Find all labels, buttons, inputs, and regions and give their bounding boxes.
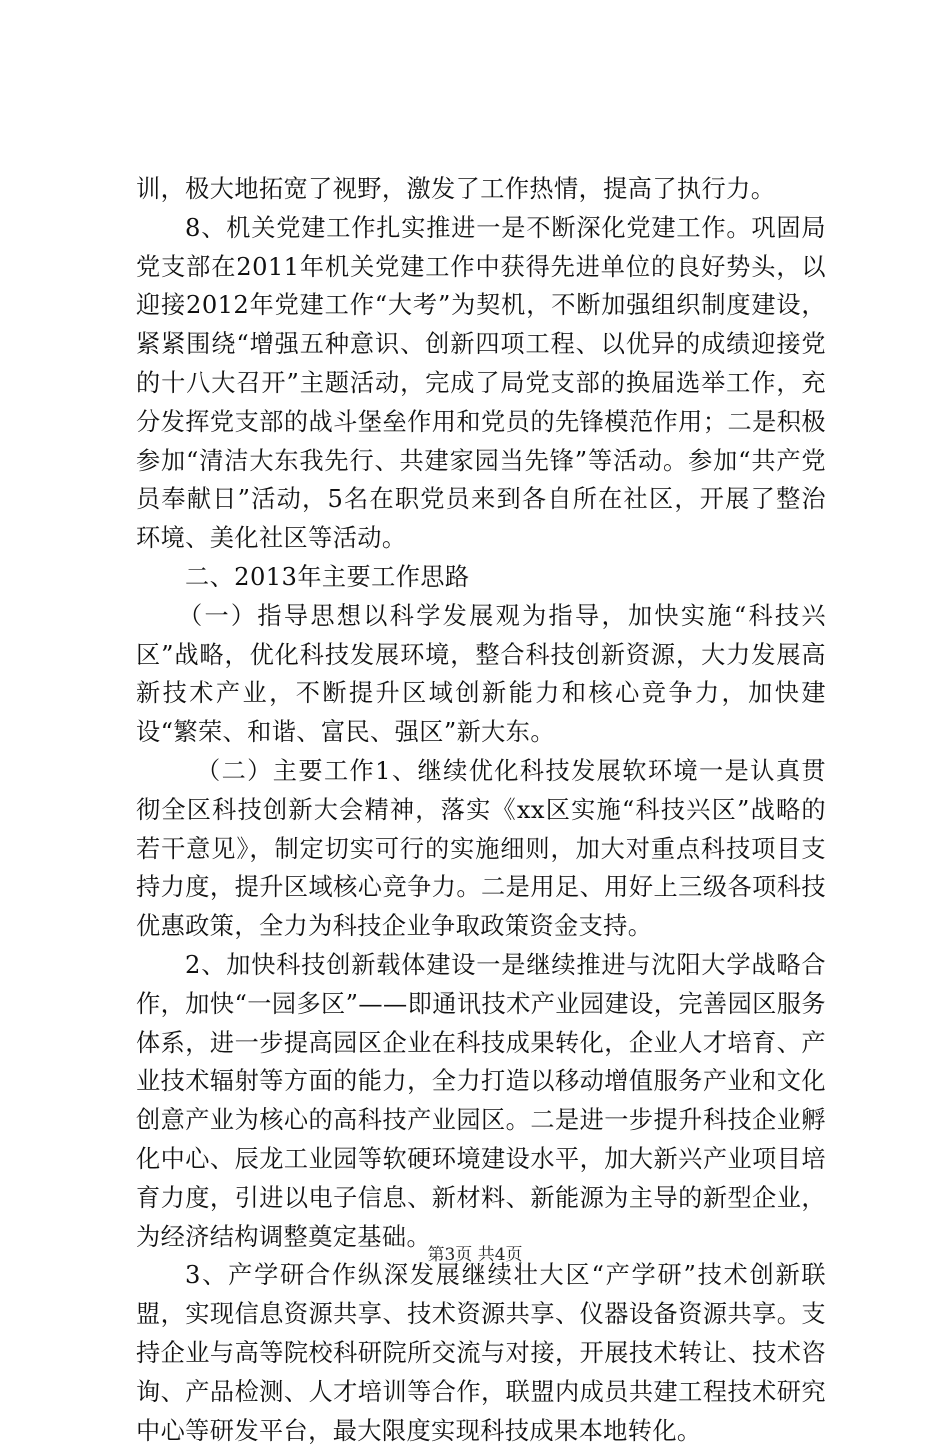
- paragraph-main-work-2: 2、加快科技创新载体建设一是继续推进与沈阳大学战略合作，加快“一园多区”——即通讯技术产业园建设，完善园区服务体系，进一步提高园区企业在科技成果转化，企业人才培育、产业技术辐射等方面的能力，全力打造以移动增值服务产业和文化创意产业为核心的高科技产业园区。二是进一步提升科技企业孵化中心、辰龙工业园等软硬环境建设水平，加大新兴产业项目培育力度，引进以电子信息、新材料、新能源为主导的新型企业，为经济结构调整奠定基础。: [136, 950, 826, 1251]
- paragraph-party-building: 8、机关党建工作扎实推进一是不断深化党建工作。巩固局党支部在2011年机关党建工作中获得先进单位的良好势头，以迎接2012年党建工作“大考”为契机，不断加强组织制度建设，紧紧围绕“增强五种意识、创新四项工程、以优异的成绩迎接党的十八大召开”主题活动，完成了局党支部的换届选举工作，充分发挥党支部的战斗堡垒作用和党员的先锋模范作用；二是积极参加“清洁大东我先行、共建家园当先锋”等活动。参加“共产党员奉献日”活动，5名在职党员来到各自所在社区，开展了整治环境、美化社区等活动。: [136, 213, 826, 553]
- paragraph-continuation: 训，极大地拓宽了视野，激发了工作热情，提高了执行力。: [136, 175, 776, 203]
- paragraph-main-work-1: （二）主要工作1、继续优化科技发展软环境一是认真贯彻全区科技创新大会精神，落实《xx区实施“科技兴区”战略的若干意见》，制定切实可行的实施细则，加大对重点科技项目支持力度，提升区域核心竞争力。二是用足、用好上三级各项科技优惠政策，全力为科技企业争取政策资金支持。: [136, 756, 826, 941]
- paragraph-guiding-ideology: （一）指导思想以科学发展观为指导，加快实施“科技兴区”战略，优化科技发展环境，整合科技创新资源，大力发展高新技术产业，不断提升区域创新能力和核心竞争力，加快建设“繁荣、和谐、富民、强区”新大东。: [136, 601, 826, 747]
- page-number-footer: 第3页 共4页: [427, 1245, 523, 1265]
- paragraph-main-work-3: 3、产学研合作纵深发展继续壮大区“产学研”技术创新联盟，实现信息资源共享、技术资源共享、仪器设备资源共享。支持企业与高等院校科研院所交流与对接，开展技术转让、技术咨询、产品检测、人才培训等合作，联盟内成员共建工程技术研究中心等研发平台，最大限度实现科技成果本地转化。: [136, 1261, 826, 1445]
- section-heading-2013-plan: 二、2013年主要工作思路: [185, 562, 470, 591]
